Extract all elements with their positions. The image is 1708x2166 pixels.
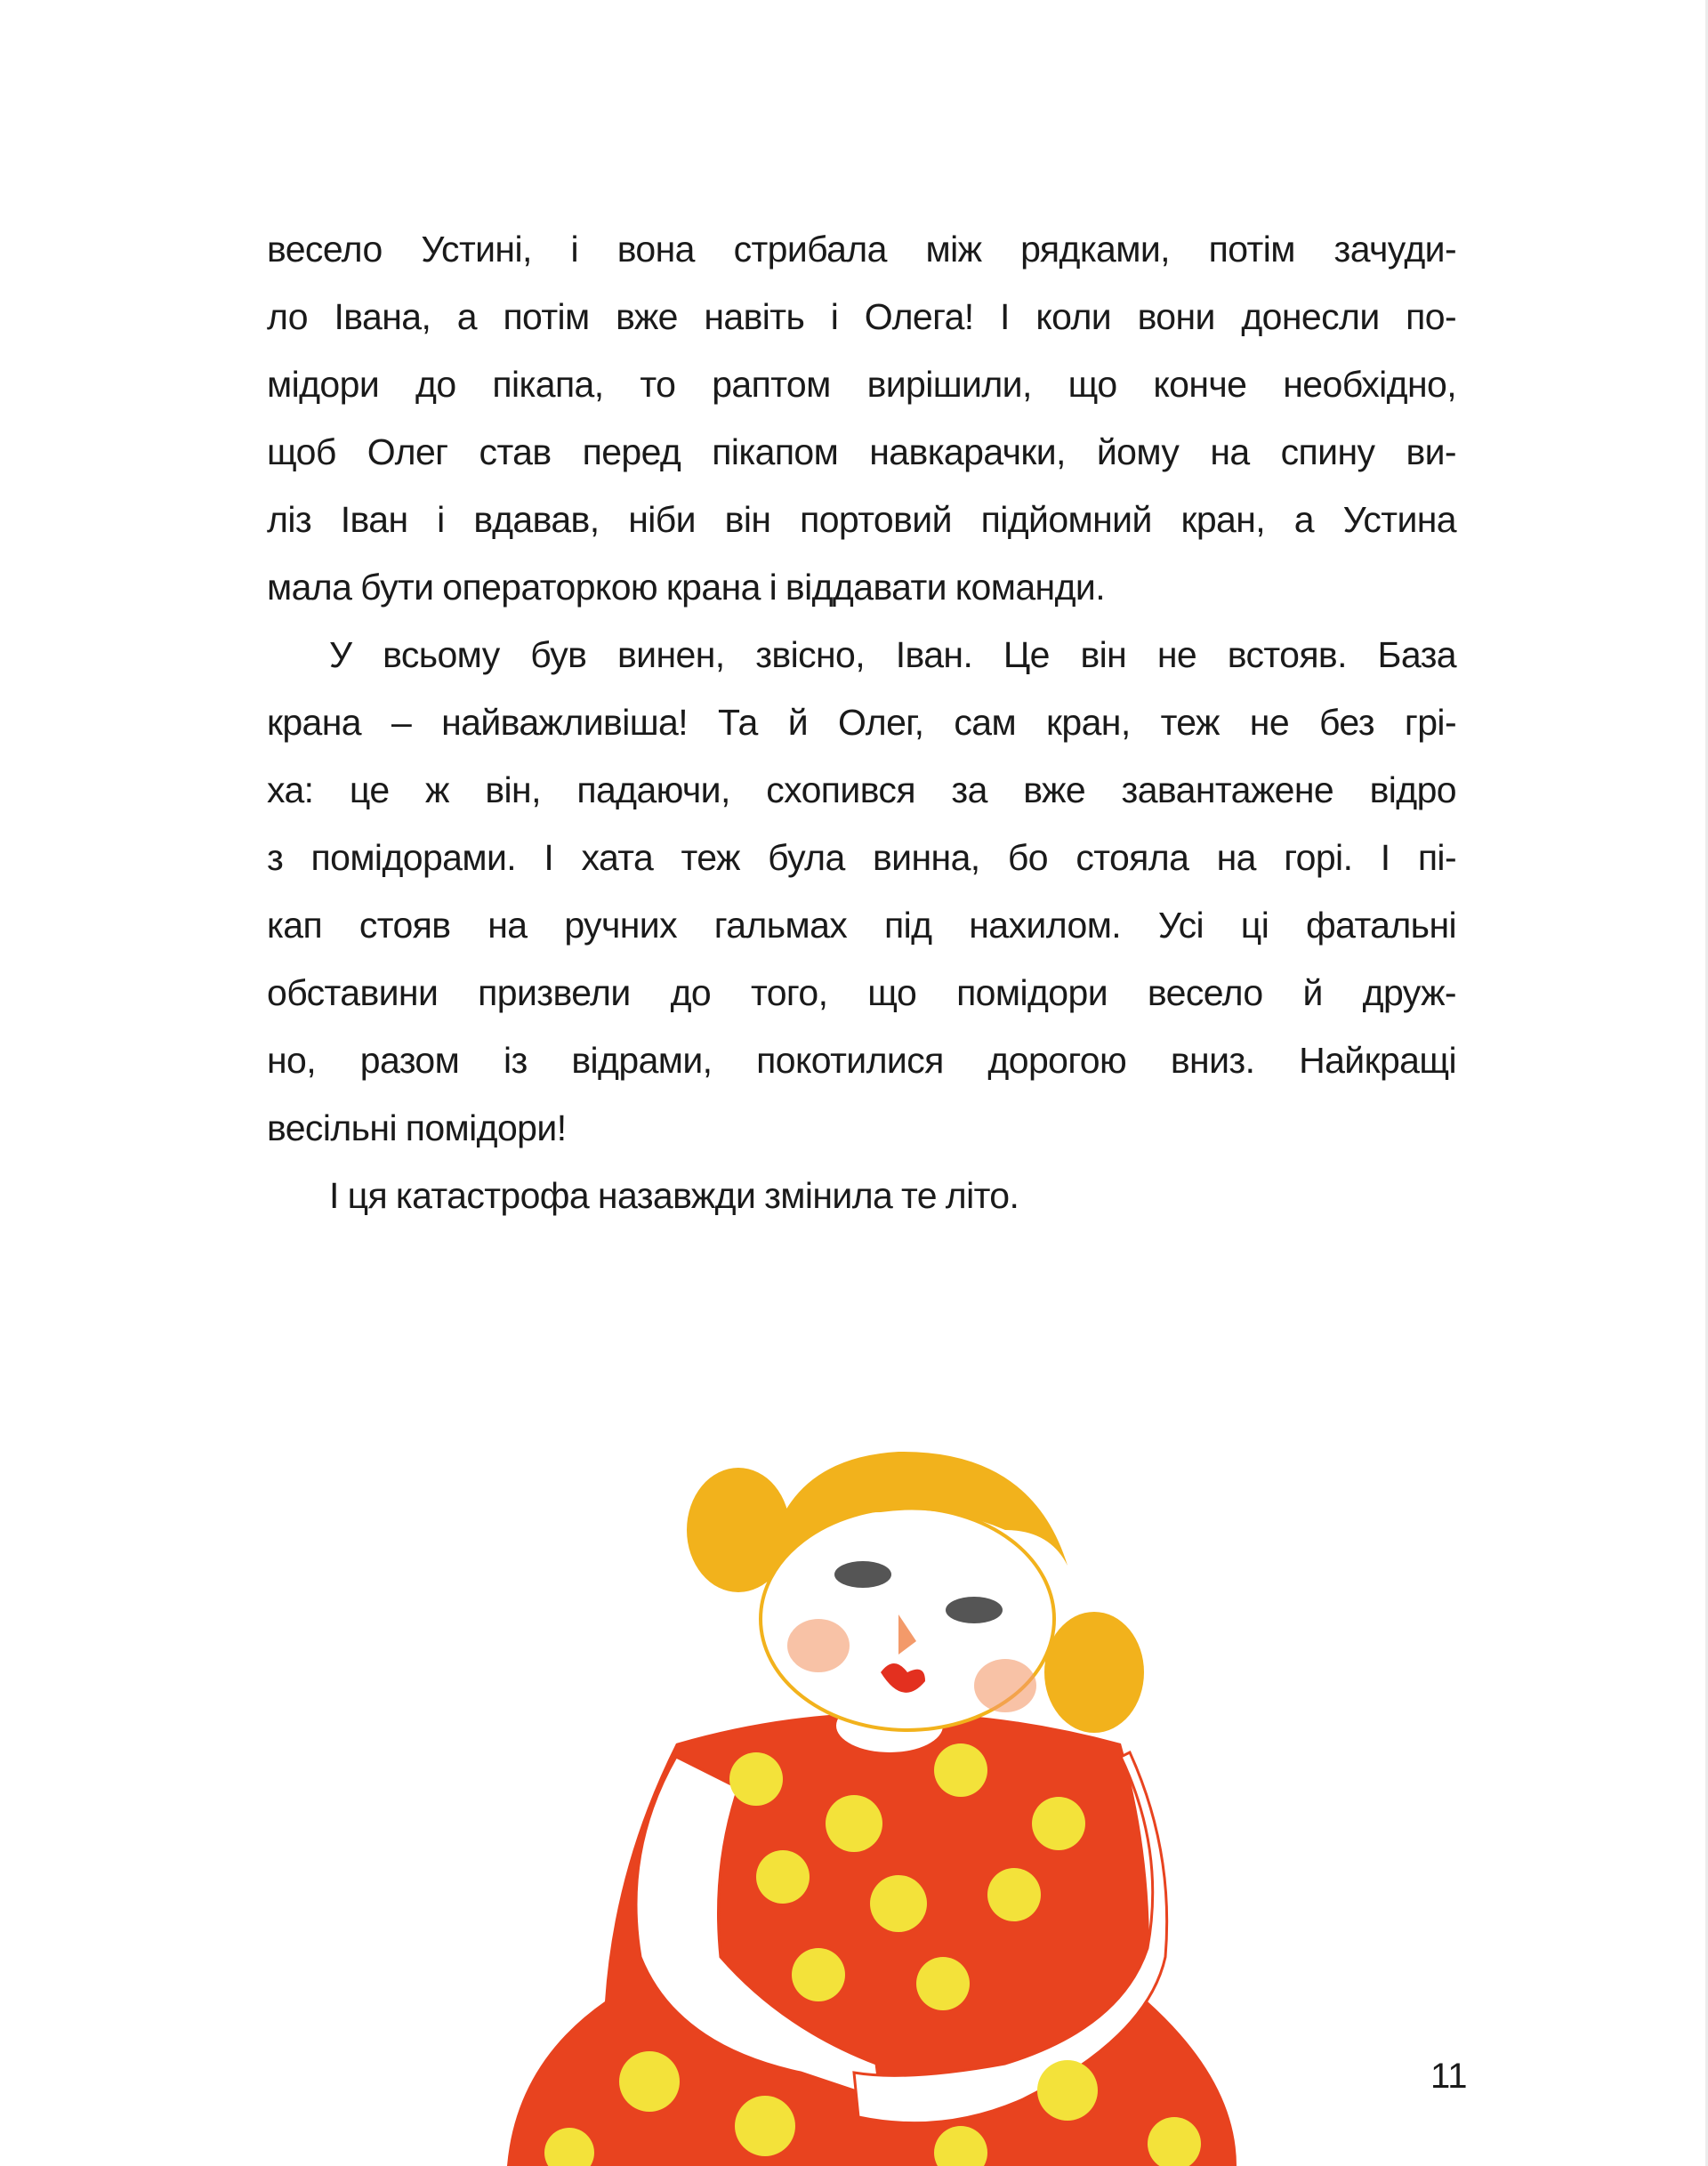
paragraph-3 [267, 1167, 1456, 1235]
right-pigtail [1044, 1612, 1144, 1733]
text-line: І ця катастрофа назавжди змінила те літо. [329, 1175, 1019, 1216]
page-number: 11 [1430, 2057, 1468, 2096]
text-line: з помідорами. І хата теж була винна, бо стояла на горі. І пі- [267, 837, 1456, 878]
text-line: кап стояв на ручних гальмах під нахилом. Усі ці фатальні [267, 905, 1456, 946]
text-line: ло Івана, а потім вже навіть і Олега! І коли вони донесли по- [267, 296, 1456, 337]
text-line: крана – найважливіша! Та й Олег, сам кран, теж не без грі- [267, 702, 1456, 743]
paragraph-2 [267, 626, 1456, 1167]
left-eye [834, 1561, 891, 1588]
text-line: весільні помідори! [267, 1107, 567, 1148]
body-text [267, 221, 1456, 1235]
text-line: У всьому був винен, звісно, Іван. Це він не встояв. База [329, 634, 1456, 675]
text-line: ха: це ж він, падаючи, схопився за вже завантажене відро [267, 769, 1456, 810]
text-line: ліз Іван і вдавав, ніби він портовий підйомний кран, а Устина [267, 499, 1456, 540]
paragraph-1 [267, 221, 1456, 626]
text-line: мідори до пікапа, то раптом вирішили, що конче необхідно, [267, 364, 1456, 405]
right-eye [946, 1597, 1003, 1623]
text-line: обставини призвели до того, що помідори весело й друж- [267, 972, 1456, 1013]
text-line: щоб Олег став перед пікапом навкарачки, йому на спину ви- [267, 431, 1456, 472]
text-line: мала бути операторкою крана і віддавати команди. [267, 567, 1105, 608]
text-line: но, разом із відрами, покотилися дорогою вниз. Найкращі [267, 1040, 1456, 1081]
text-line: весело Устині, і вона стрибала між рядками, потім зачуди- [267, 229, 1456, 270]
